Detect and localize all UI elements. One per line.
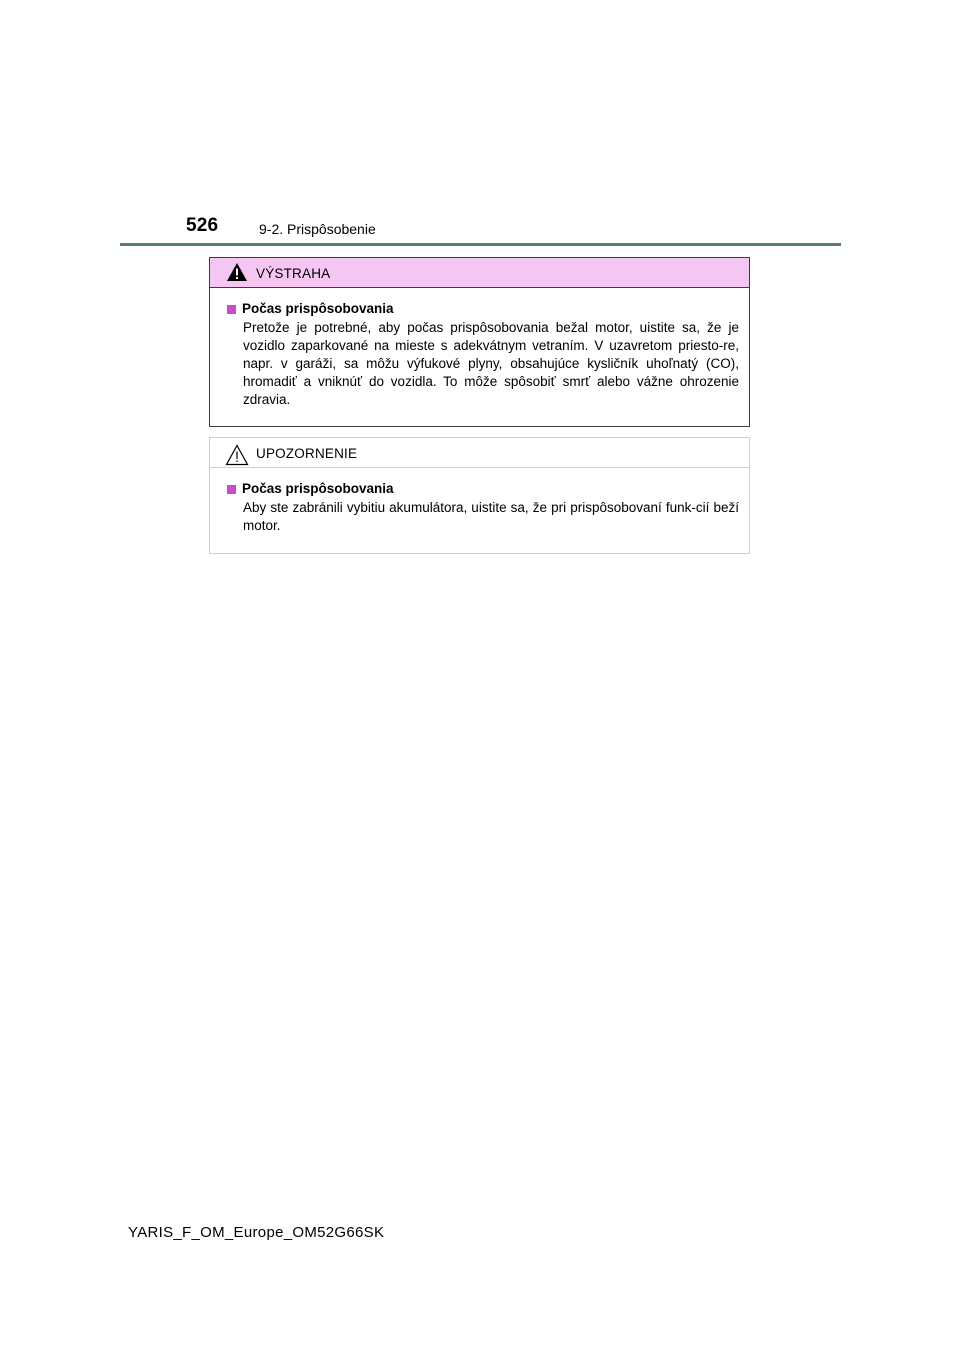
section-title: 9-2. Prispôsobenie	[259, 221, 376, 237]
caution-box-body	[210, 468, 749, 535]
caution-box	[209, 437, 750, 554]
header-rule	[120, 243, 841, 246]
caution-label: UPOZORNENIE	[256, 446, 358, 461]
caution-text: Aby ste zabránili vybitiu akumulátora, uistite sa, že pri prispôsobovaní funk-cií beží motor.	[243, 500, 739, 533]
warning-box-header	[210, 258, 749, 288]
caution-box-header	[210, 438, 749, 468]
caution-heading-text: Počas prispôsobovania	[242, 481, 394, 496]
warning-item-heading	[227, 300, 739, 318]
page-number: 526	[186, 215, 219, 236]
warning-box-body	[210, 288, 749, 409]
square-bullet-icon	[227, 305, 236, 314]
square-bullet-icon	[227, 485, 236, 494]
warning-box	[209, 257, 750, 427]
warning-label: VÝSTRAHA	[256, 266, 331, 281]
footer-document-code: YARIS_F_OM_Europe_OM52G66SK	[128, 1224, 385, 1241]
warning-triangle-outline-icon	[225, 444, 249, 466]
caution-item-heading	[227, 480, 739, 498]
warning-text: Pretože je potrebné, aby počas prispôsobovania bežal motor, uistite sa, že je vozidlo zaparkované na mieste s adekvátnym vetraním. V uzavretom priesto-re, napr. v garáži, sa môžu výfukové plyny, obsahujúce kysličník uhoľnatý (CO), hromadiť a vniknúť do vozidla. To môže spôsobiť smrť alebo vážne ohrozenie zdravia.	[243, 320, 739, 407]
warning-heading-text: Počas prispôsobovania	[242, 301, 394, 316]
warning-triangle-filled-icon	[226, 262, 248, 282]
